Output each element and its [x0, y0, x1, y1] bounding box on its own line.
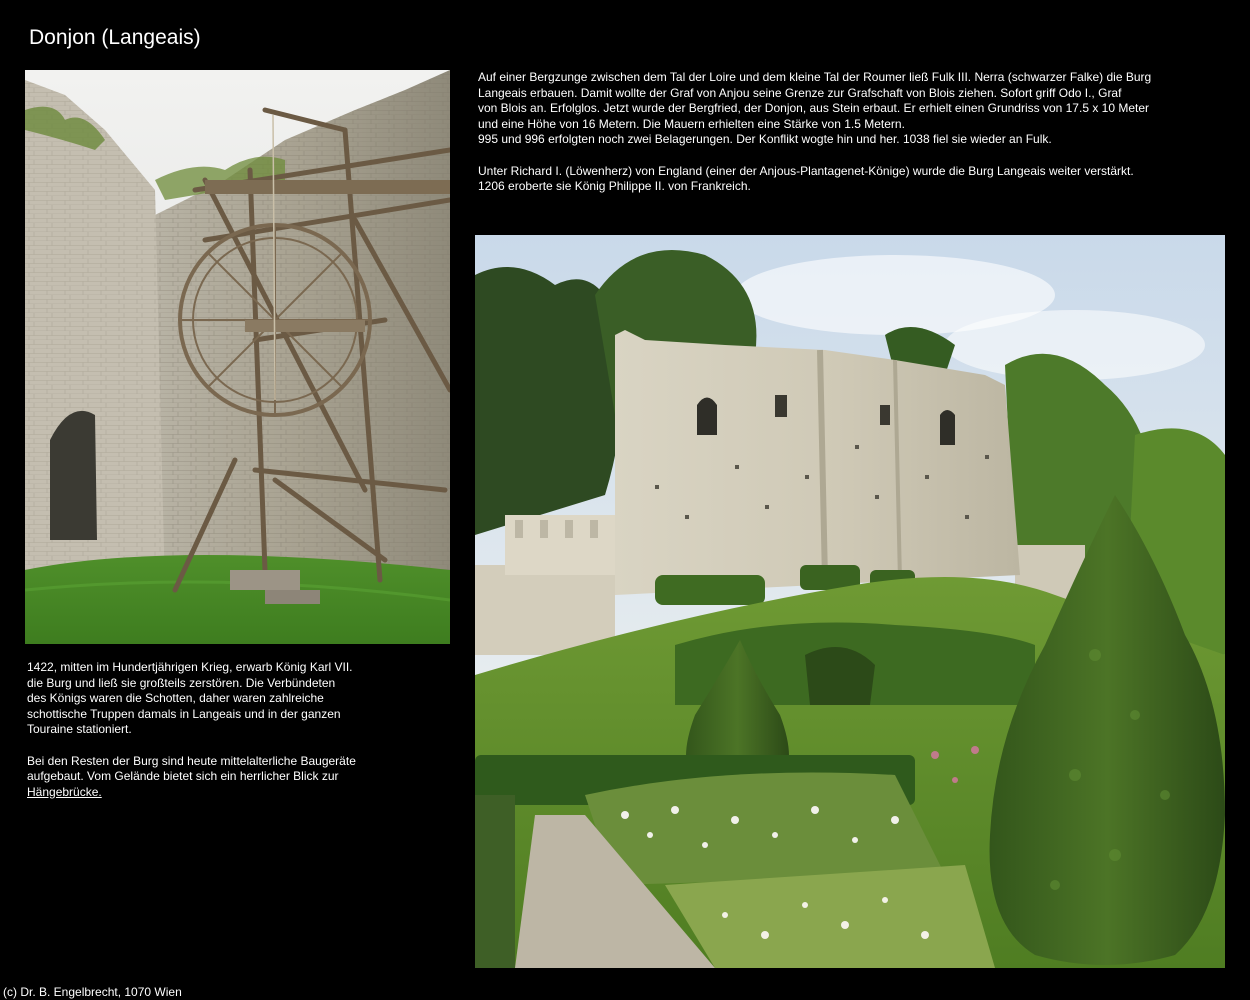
history-paragraph-4 — [27, 754, 447, 801]
text-line: und eine Höhe von 16 Metern. Die Mauern erhielten eine Stärke von 1.5 Metern. — [478, 116, 905, 131]
donjon-garden-photo — [475, 235, 1225, 968]
copyright-footer: (c) Dr. B. Engelbrecht, 1070 Wien — [3, 985, 182, 999]
page-title: Donjon (Langeais) — [29, 26, 201, 49]
text-line: schottische Truppen damals in Langeais und in der ganzen — [27, 706, 341, 721]
history-text-left — [27, 660, 447, 800]
haengebruecke-link[interactable]: Hängebrücke. — [27, 784, 102, 799]
donjon-garden-illustration — [475, 235, 1225, 968]
text-line: Unter Richard I. (Löwenherz) von England (einer der Anjous-Plantagenet-Könige) wurde die Burg Langeais weiter verstärkt. — [478, 163, 1134, 178]
text-line: Auf einer Bergzunge zwischen dem Tal der Loire und dem kleine Tal der Roumer ließ Fulk III. Nerra (schwarzer Falke) die Burg — [478, 70, 1152, 84]
text-line: 1422, mitten im Hundertjährigen Krieg, erwarb König Karl VII. — [27, 660, 353, 674]
crane-photo — [25, 70, 450, 644]
text-line: 1206 eroberte sie König Philippe II. von Frankreich. — [478, 179, 751, 194]
text-line: von Blois an. Erfolglos. Jetzt wurde der Bergfried, der Donjon, aus Stein erbaut. Er erhielt einen Grundriss von 17.5 x 10 Meter — [478, 101, 1150, 116]
history-paragraph-1 — [478, 70, 1223, 148]
history-paragraph-3 — [27, 660, 447, 738]
text-line: Touraine stationiert. — [27, 722, 132, 737]
history-paragraph-2 — [478, 164, 1223, 195]
text-line: Langeais erbauen. Damit wollte der Graf von Anjou seine Grenze zur Grafschaft von Blois ziehen. Sofort griff Odo I., Graf — [478, 85, 1122, 100]
text-line: Bei den Resten der Burg sind heute mittelalterliche Baugeräte — [27, 753, 356, 768]
text-line: aufgebaut. Vom Gelände bietet sich ein herrlicher Blick zur — [27, 769, 339, 784]
text-line: des Königs waren die Schotten, daher waren zahlreiche — [27, 691, 324, 706]
crane-photo-illustration — [25, 70, 450, 644]
text-line: die Burg und ließ sie großteils zerstören. Die Verbündeten — [27, 675, 336, 690]
history-text-top — [478, 70, 1223, 195]
text-line: 995 und 996 erfolgten noch zwei Belagerungen. Der Konflikt wogte hin und her. 1038 fiel sie wieder an Fulk. — [478, 132, 1052, 147]
